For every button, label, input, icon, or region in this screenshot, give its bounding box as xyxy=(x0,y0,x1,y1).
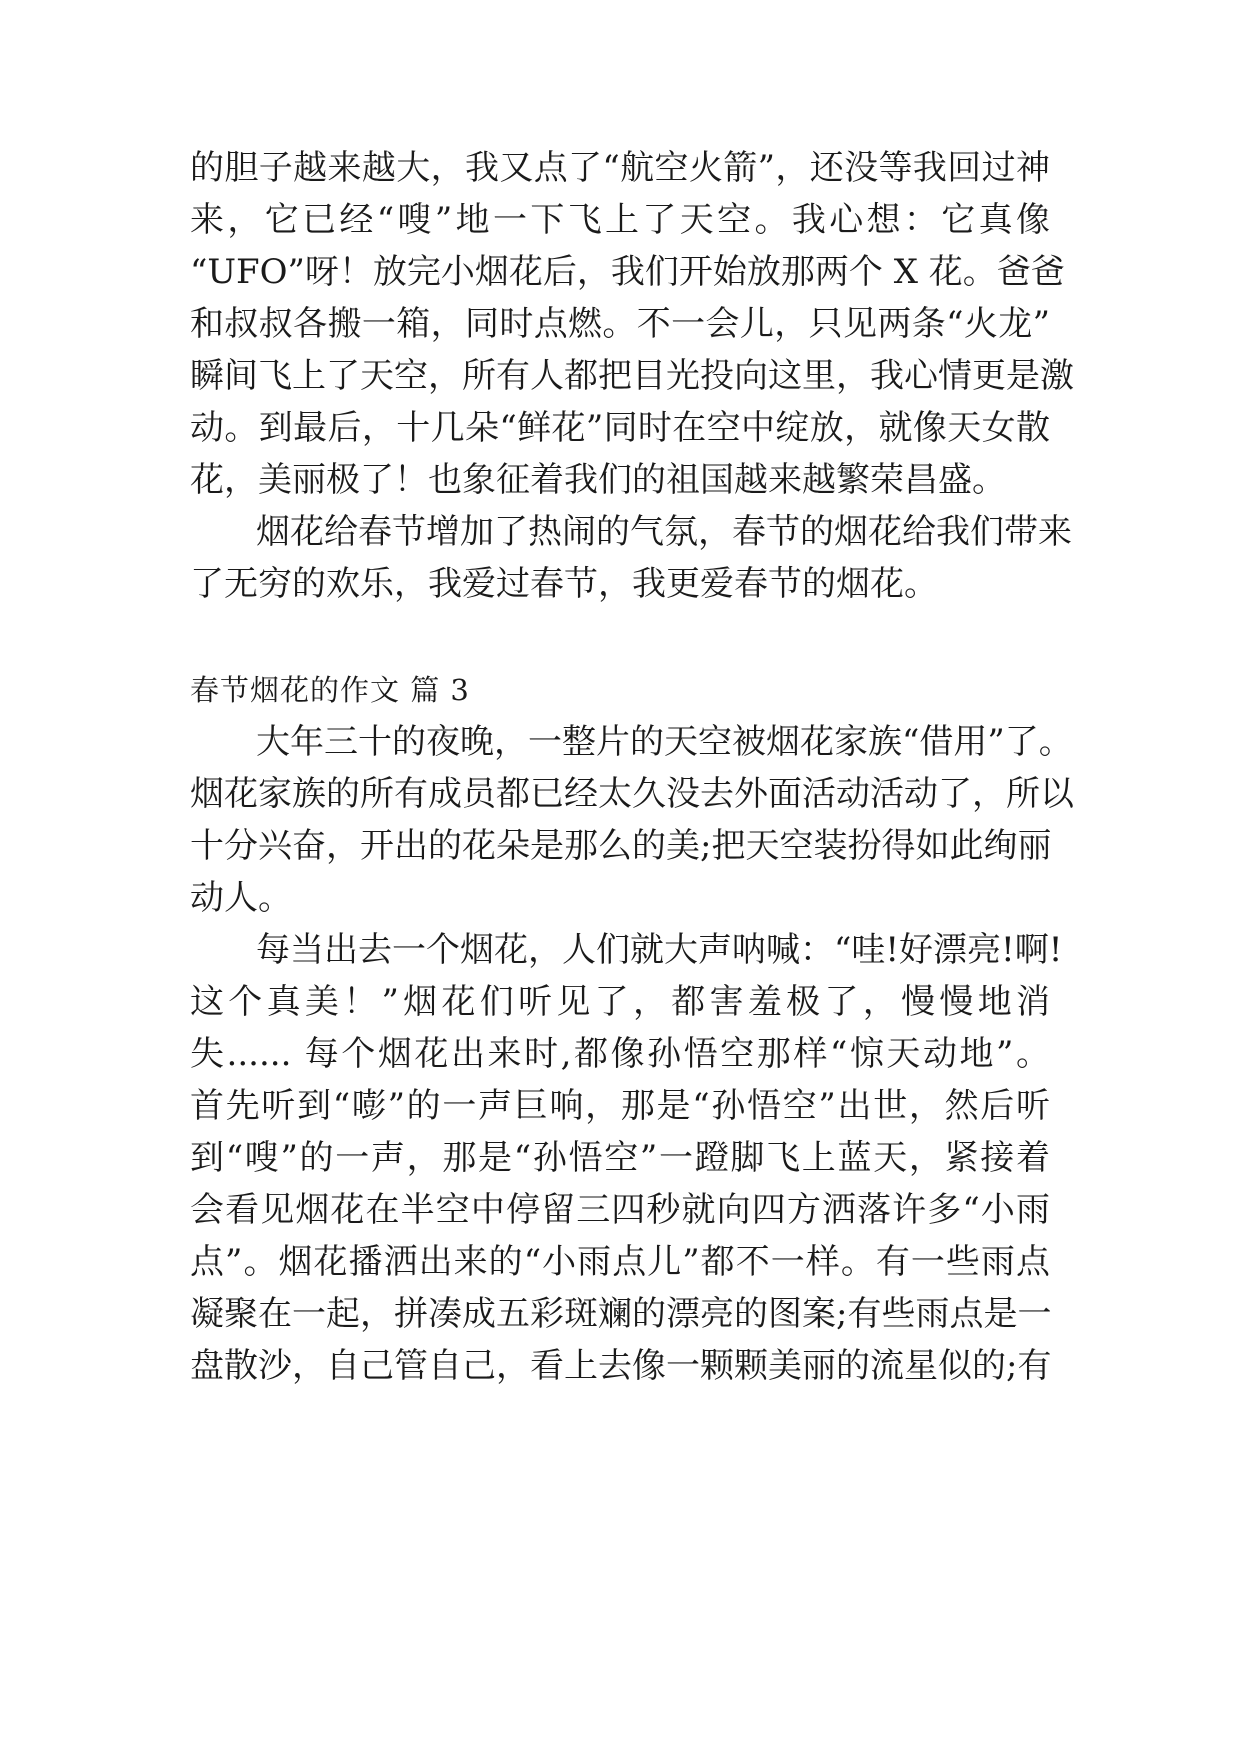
text-line: 失...... 每个烟花出来时,都像孙悟空那样“惊天动地”。 xyxy=(190,1034,1050,1074)
text-line: 了无穷的欢乐，我爱过春节，我更爱春节的烟花。 xyxy=(190,564,938,604)
text-line: 来，它已经“嗖”地一下飞上了天空。我心想：它真像 xyxy=(190,200,1050,240)
text-line: 十分兴奋，开出的花朵是那么的美;把天空装扮得如此绚丽 xyxy=(190,826,1052,866)
text-line: 花，美丽极了！也象征着我们的祖国越来越繁荣昌盛。 xyxy=(190,460,1006,500)
text-line: 大年三十的夜晚，一整片的天空被烟花家族“借用”了。 xyxy=(256,722,1073,762)
text-line: 到“嗖”的一声，那是“孙悟空”一蹬脚飞上蓝天，紧接着 xyxy=(190,1138,1050,1178)
text-line: 和叔叔各搬一箱，同时点燃。不一会儿，只见两条“火龙” xyxy=(190,304,1050,344)
text-line: 盘散沙，自己管自己，看上去像一颗颗美丽的流星似的;有 xyxy=(190,1346,1052,1386)
text-line: 点”。烟花播洒出来的“小雨点儿”都不一样。有一些雨点 xyxy=(190,1242,1050,1282)
section-title: 春节烟花的作文 篇 3 xyxy=(190,673,470,707)
text-line: 凝聚在一起，拼凑成五彩斑斓的漂亮的图案;有些雨点是一 xyxy=(190,1294,1052,1334)
text-line: “UFO”呀！放完小烟花后，我们开始放那两个 X 花。爸爸 xyxy=(190,252,1065,292)
text-line: 动人。 xyxy=(190,878,292,918)
text-line: 动。到最后，十几朵“鲜花”同时在空中绽放，就像天女散 xyxy=(190,408,1050,448)
document-page xyxy=(190,0,1074,1754)
text-line: 这个真美！”烟花们听见了，都害羞极了，慢慢地消 xyxy=(190,982,1050,1022)
text-line: 的胆子越来越大，我又点了“航空火箭”，还没等我回过神 xyxy=(190,148,1050,188)
text-line: 会看见烟花在半空中停留三四秒就向四方洒落许多“小雨 xyxy=(190,1190,1050,1230)
text-line: 烟花家族的所有成员都已经太久没去外面活动活动了，所以 xyxy=(190,774,1074,814)
text-line: 首先听到“嘭”的一声巨响，那是“孙悟空”出世，然后听 xyxy=(190,1086,1050,1126)
text-line: 每当出去一个烟花，人们就大声呐喊：“哇!好漂亮!啊! xyxy=(256,930,1063,970)
text-line: 瞬间飞上了天空，所有人都把目光投向这里，我心情更是激 xyxy=(190,356,1074,396)
text-line: 烟花给春节增加了热闹的气氛，春节的烟花给我们带来 xyxy=(256,512,1072,552)
